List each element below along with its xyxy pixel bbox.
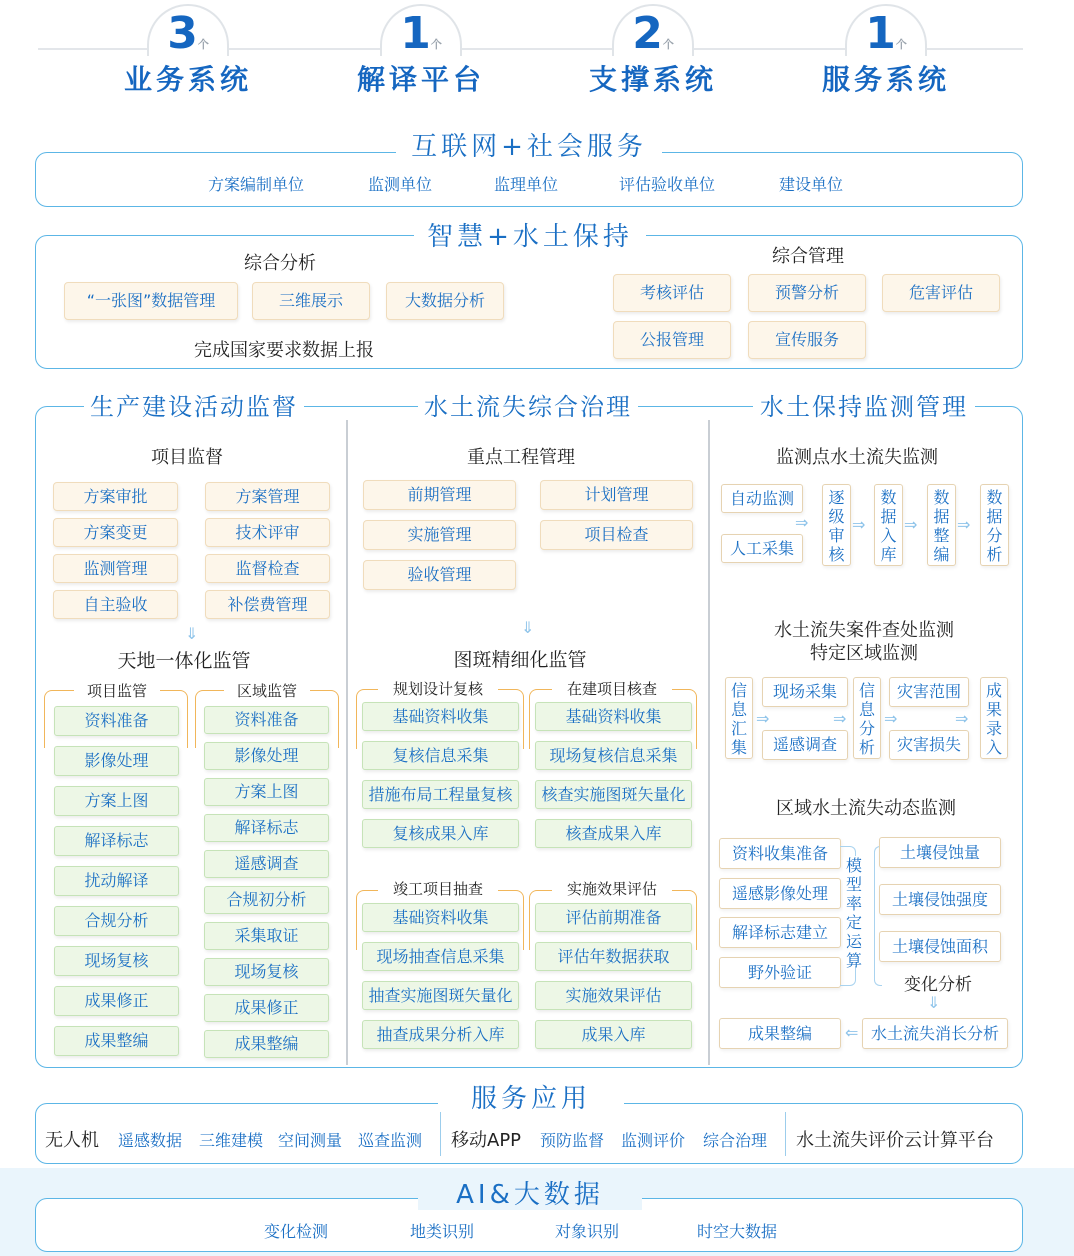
tuban-item: 核查实施图斑矢量化 xyxy=(535,780,692,809)
tuban-item: 基础资料收集 xyxy=(535,702,692,731)
service-main: 无人机 xyxy=(45,1130,99,1151)
key-item: 前期管理 xyxy=(363,480,516,510)
tiandi-right-item: 采集取证 xyxy=(204,922,329,950)
tiandi-heading: 天地一体化监管 xyxy=(117,650,251,672)
case-analyze: 信息分析 xyxy=(853,677,881,759)
tuban-heading: 图斑精细化监管 xyxy=(453,649,587,671)
tiandi-left-heading: 项目监管 xyxy=(74,680,160,701)
key-item: 计划管理 xyxy=(540,480,693,510)
internet-title: 互联网+社会服务 xyxy=(396,132,662,162)
tuban-item: 现场复核信息采集 xyxy=(535,741,692,770)
left-arrow-icon: ⇐ xyxy=(845,1023,859,1042)
tuban-item: 基础资料收集 xyxy=(362,702,519,731)
service-main: 水土流失评价云计算平台 xyxy=(796,1130,994,1151)
tiandi-right-item: 资料准备 xyxy=(204,706,329,734)
down-arrow-icon: ⇓ xyxy=(521,618,535,637)
column-divider xyxy=(708,420,710,1065)
tiandi-right-item: 成果修正 xyxy=(204,994,329,1022)
region-loss: 水土流失消长分析 xyxy=(862,1018,1008,1049)
stat-number: 3个 xyxy=(167,8,209,59)
project-item: 监督检查 xyxy=(205,554,330,583)
tiandi-right-item: 成果整编 xyxy=(204,1030,329,1058)
project-item: 技术评审 xyxy=(205,518,330,547)
management-item: 宣传服务 xyxy=(748,321,866,359)
smart-title: 智慧+水土保持 xyxy=(414,222,646,252)
tuban-item: 核查成果入库 xyxy=(535,819,692,848)
tiandi-right-item: 解译标志 xyxy=(204,814,329,842)
project-item: 方案管理 xyxy=(205,482,330,511)
project-item: 监测管理 xyxy=(53,554,178,583)
tiandi-right-item: 现场复核 xyxy=(204,958,329,986)
internet-item: 监理单位 xyxy=(494,175,559,194)
tuban-item: 评估年数据获取 xyxy=(535,942,692,971)
internet-item: 建设单位 xyxy=(779,175,844,194)
col2-title: 水土流失综合治理 xyxy=(418,392,638,422)
key-item: 项目检查 xyxy=(540,520,693,550)
tuban-item: 措施布局工程量复核 xyxy=(362,780,519,809)
right-arrow-icon: ⇒ xyxy=(904,515,918,534)
case-right: 灾害损失 xyxy=(889,730,969,760)
tuban-item: 成果入库 xyxy=(535,1020,692,1049)
col1-title: 生产建设活动监督 xyxy=(84,392,304,422)
right-arrow-icon: ⇒ xyxy=(795,513,809,532)
tuban-group-heading: 在建项目核查 xyxy=(552,678,672,699)
tiandi-right-item: 合规初分析 xyxy=(204,886,329,914)
internet-item: 评估验收单位 xyxy=(619,175,716,194)
right-arrow-icon: ⇒ xyxy=(957,515,971,534)
region-model: 模型率定运算 xyxy=(843,856,865,966)
tiandi-right-heading: 区域监管 xyxy=(224,680,310,701)
tuban-item: 基础资料收集 xyxy=(362,903,519,932)
case-heading: 水土流失案件查处监测 xyxy=(774,620,954,641)
stat-number: 2个 xyxy=(632,8,674,59)
case-mid: 遥感调查 xyxy=(762,730,848,760)
stat-label: 服务系统 xyxy=(821,63,950,96)
internet-item: 监测单位 xyxy=(368,175,433,194)
region-right-item: 土壤侵蚀量 xyxy=(879,837,1001,868)
analysis-heading: 综合分析 xyxy=(244,253,316,274)
project-item: 自主验收 xyxy=(53,590,178,619)
tiandi-left-item: 成果修正 xyxy=(54,986,179,1016)
point-input: 自动监测 xyxy=(721,484,803,513)
region-left-item: 遥感影像处理 xyxy=(719,878,841,909)
analysis-item: “一张图”数据管理 xyxy=(64,282,238,320)
ai-item: 变化检测 xyxy=(264,1222,329,1241)
col3-title: 水土保持监测管理 xyxy=(753,392,975,422)
service-item: 巡查监测 xyxy=(358,1131,423,1150)
analysis-item: 大数据分析 xyxy=(386,282,504,320)
service-title: 服务应用 xyxy=(438,1084,624,1114)
project-item: 补偿费管理 xyxy=(205,590,330,619)
tiandi-left-item: 方案上图 xyxy=(54,786,179,816)
region-heading: 区域水土流失动态监测 xyxy=(776,798,956,819)
region-left-item: 资料收集准备 xyxy=(719,838,841,869)
service-item: 遥感数据 xyxy=(118,1131,183,1150)
analysis-item: 三维展示 xyxy=(252,282,370,320)
tiandi-left-item: 现场复核 xyxy=(54,946,179,976)
service-item: 空间测量 xyxy=(278,1131,343,1150)
region-left-item: 野外验证 xyxy=(719,957,841,988)
key-item: 实施管理 xyxy=(363,520,516,550)
stat-number: 1个 xyxy=(865,8,907,59)
region-result: 成果整编 xyxy=(719,1018,841,1049)
tiandi-left-item: 成果整编 xyxy=(54,1026,179,1056)
case-right: 灾害范围 xyxy=(889,677,969,707)
tuban-group-heading: 竣工项目抽查 xyxy=(378,878,498,899)
tiandi-right-item: 方案上图 xyxy=(204,778,329,806)
management-item: 危害评估 xyxy=(882,274,1000,312)
management-item: 考核评估 xyxy=(613,274,731,312)
management-heading: 综合管理 xyxy=(772,246,844,267)
ai-item: 地类识别 xyxy=(410,1222,475,1241)
tuban-item: 现场抽查信息采集 xyxy=(362,942,519,971)
tuban-item: 抽查实施图斑矢量化 xyxy=(362,981,519,1010)
case-last: 成果录入 xyxy=(980,677,1008,759)
tuban-item: 复核信息采集 xyxy=(362,741,519,770)
right-arrow-icon: ⇒ xyxy=(852,515,866,534)
tuban-group-heading: 实施效果评估 xyxy=(552,878,672,899)
tuban-group-heading: 规划设计复核 xyxy=(378,678,498,699)
internet-item: 方案编制单位 xyxy=(208,175,305,194)
management-item: 公报管理 xyxy=(613,321,731,359)
region-change: 变化分析 xyxy=(904,975,972,995)
tiandi-right-item: 遥感调查 xyxy=(204,850,329,878)
right-arrow-icon: ⇒ xyxy=(955,709,969,728)
tuban-item: 评估前期准备 xyxy=(535,903,692,932)
tuban-item: 复核成果入库 xyxy=(362,819,519,848)
service-divider xyxy=(440,1112,441,1156)
key-heading: 重点工程管理 xyxy=(467,447,575,468)
ai-title: AI&大数据 xyxy=(418,1180,642,1210)
service-divider xyxy=(785,1112,786,1156)
point-input: 人工采集 xyxy=(721,534,803,563)
right-arrow-icon: ⇒ xyxy=(884,709,898,728)
stat-label: 解译平台 xyxy=(356,63,485,96)
right-arrow-icon: ⇒ xyxy=(833,709,847,728)
service-item: 预防监督 xyxy=(540,1131,605,1150)
tiandi-left-item: 合规分析 xyxy=(54,906,179,936)
service-item: 监测评价 xyxy=(621,1131,686,1150)
stat-label: 业务系统 xyxy=(123,63,252,96)
project-item: 方案变更 xyxy=(53,518,178,547)
service-main: 移动APP xyxy=(451,1130,522,1151)
case-mid: 现场采集 xyxy=(762,677,848,707)
down-arrow-icon: ⇓ xyxy=(185,624,199,643)
point-step: 数据整编 xyxy=(927,484,956,566)
project-item: 方案审批 xyxy=(53,482,178,511)
tuban-item: 抽查成果分析入库 xyxy=(362,1020,519,1049)
region-right-item: 土壤侵蚀面积 xyxy=(879,931,1001,962)
key-item: 验收管理 xyxy=(363,560,516,590)
analysis-footer: 完成国家要求数据上报 xyxy=(194,340,374,361)
region-case-heading: 特定区域监测 xyxy=(810,643,918,664)
tiandi-left-item: 扰动解译 xyxy=(54,866,179,896)
right-arrow-icon: ⇒ xyxy=(756,709,770,728)
down-arrow-icon: ⇓ xyxy=(927,993,941,1012)
service-item: 三维建模 xyxy=(199,1131,264,1150)
tuban-item: 实施效果评估 xyxy=(535,981,692,1010)
point-step: 数据入库 xyxy=(874,484,903,566)
project-heading: 项目监督 xyxy=(151,447,223,468)
column-divider xyxy=(346,420,348,1065)
point-step: 数据分析 xyxy=(980,484,1009,566)
tiandi-left-item: 资料准备 xyxy=(54,706,179,736)
service-item: 综合治理 xyxy=(703,1131,768,1150)
region-left-item: 解译标志建立 xyxy=(719,917,841,948)
tiandi-left-item: 影像处理 xyxy=(54,746,179,776)
stat-number: 1个 xyxy=(400,8,442,59)
ai-item: 对象识别 xyxy=(555,1222,620,1241)
point-heading: 监测点水土流失监测 xyxy=(776,447,938,468)
tiandi-right-item: 影像处理 xyxy=(204,742,329,770)
tiandi-left-item: 解译标志 xyxy=(54,826,179,856)
point-step: 逐级审核 xyxy=(822,484,851,566)
management-item: 预警分析 xyxy=(748,274,866,312)
stat-label: 支撑系统 xyxy=(588,63,717,96)
case-first: 信息汇集 xyxy=(725,677,753,759)
ai-item: 时空大数据 xyxy=(697,1222,778,1241)
region-right-item: 土壤侵蚀强度 xyxy=(879,884,1001,915)
